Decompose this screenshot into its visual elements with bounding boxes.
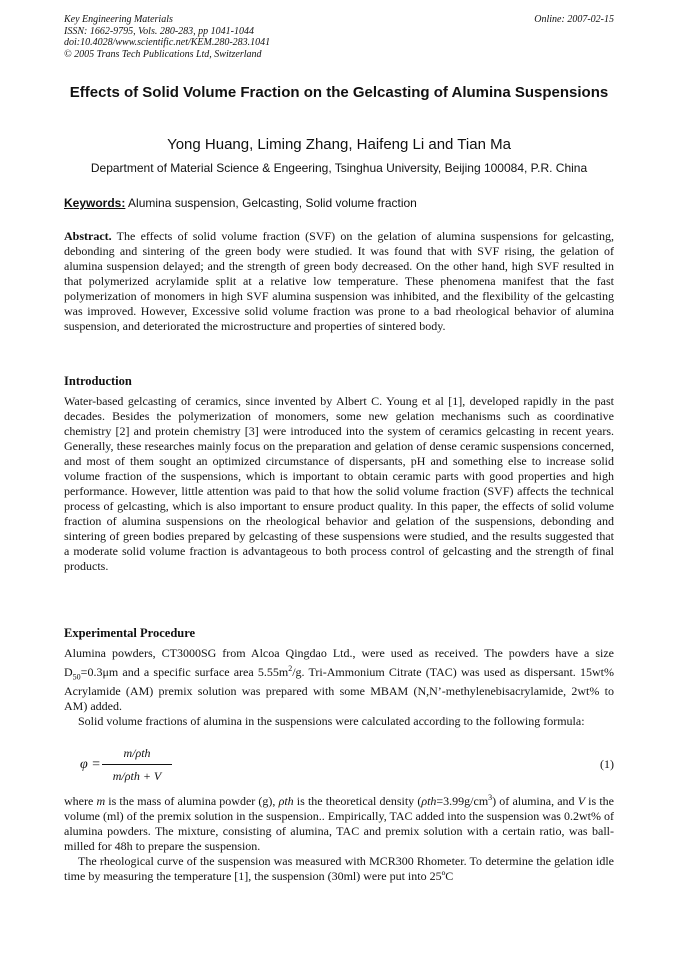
introduction-heading: Introduction xyxy=(64,374,132,388)
formula-1 xyxy=(80,744,614,786)
issn-line: ISSN: 1662-9795, Vols. 280-283, pp 1041-1044 xyxy=(64,25,254,37)
online-date: Online: 2007-02-15 xyxy=(534,14,614,25)
formula-fraction xyxy=(102,744,172,785)
experimental-body-2 xyxy=(64,790,614,884)
paper-title: Effects of Solid Volume Fraction on the Gelcasting of Alumina Suspensions xyxy=(69,84,609,101)
formula-numerator: m/ρth xyxy=(123,746,151,760)
experimental-paragraph-1: Alumina powders, CT3000SG from Alcoa Qingdao Ltd., were used as received. The powders have a size $D_{50}=0.3\mu m$ and a specific surface area $5.55m^2/g$. Tri-Ammonium Citrate (TAC) was used as dispersant. 15wt% Acrylamide (AM) premix solution was prepared with some MBAM (N,N’-methylenebisacrylamide, 2wt% to AM) added. xyxy=(64,646,614,714)
introduction-body xyxy=(64,394,614,574)
abstract xyxy=(64,229,614,334)
equation-number: (1) xyxy=(600,757,614,771)
copyright-line: © 2005 Trans Tech Publications Ltd, Switzerland xyxy=(64,48,262,60)
formula-lhs: φ = xyxy=(80,757,101,772)
journal-name: Key Engineering Materials xyxy=(64,14,173,25)
keywords-label: Keywords: xyxy=(64,196,126,210)
introduction-text: Water-based gelcasting of ceramics, since invented by Albert C. Young et al [1], developed rapidly in the past decades. Besides the polymerization of monomers, some new gelation mechanisms such as coordinative chemistry [2] and protein chemistry [3] were introduced into the system of ceramics gelcasting in recent years. Generally, these researches mainly focus on the preparation and gelation of dense ceramic suspensions concerned, and most of them sought an optimized circumstance of dispersants, pH and something else to increase solid volume fraction of the suspensions, which is important to obtain ceramic parts with good properties and high performance. However, little attention was paid to that how the solid volume fraction (SVF) affects the technical process of gelcasting, which is also important to ensure product quality. In this paper, the effects of solid volume fraction of alumina suspensions on the rheological behavior and gelation of the suspensions, debonding and sintering of green bodies prepared by gelcasting of these suspensions were studied, and the results suggested that a moderate solid volume fraction is advantageous to both process control of gelcasting and the strength of final products. xyxy=(64,394,614,573)
experimental-paragraph-4: The rheological curve of the suspension was measured with MCR300 Rhometer. To determine the gelation idle time by measuring the temperature [1], the suspension (30ml) were put into 25ºC xyxy=(64,854,614,883)
keywords xyxy=(64,196,614,211)
paper-authors: Yong Huang, Liming Zhang, Haifeng Li and Tian Ma xyxy=(167,136,511,153)
doi-line: doi:10.4028/www.scientific.net/KEM.280-283.1041 xyxy=(64,37,271,48)
abstract-label: Abstract. xyxy=(64,229,112,243)
experimental-heading: Experimental Procedure xyxy=(64,626,196,640)
formula-denominator: m/ρth + V xyxy=(112,769,162,783)
experimental-body-1 xyxy=(64,646,614,729)
experimental-paragraph-3: where m is the mass of alumina powder (g), ρth is the theoretical density $(\rho th=3.99g/cm^3)$ of alumina, and V is the volume (ml) of the premix solution in the suspension.. Empirically, TAC added into the suspension was 0.2wt% of alumina powders. The mixture, consisting of alumina, TAC and premix solution with a certain ratio, was ball-milled for 48h to prepare the suspension. xyxy=(64,793,614,853)
experimental-paragraph-2: Solid volume fractions of alumina in the suspensions were calculated according to the following formula: xyxy=(78,714,585,729)
abstract-text: The effects of solid volume fraction (SVF) on the gelation of alumina suspensions for gelcasting, debonding and sintering of the green body were studied. It was found that with SVF rising, the gelation of alumina suspension delayed; and the strength of green body decreased. On the other hand, high SVF resulted in that polymerized acrylamide split at a relative low temperature. These phenomena manifest that the fast polymerization of monomers in high SVF alumina suspension was inhibited, and the flexibility of the gelcasting was improved. However, Excessive solid volume fraction was prone to a bad rheological behavior of alumina suspension, and deteriorated the microstructure and properties of sintered body. xyxy=(64,229,614,333)
journal-header xyxy=(64,14,270,60)
paper-affiliation: Department of Material Science & Engeering, Tsinghua University, Beijing 100084, P.R. China xyxy=(90,161,588,175)
keywords-text: Alumina suspension, Gelcasting, Solid volume fraction xyxy=(125,196,417,210)
